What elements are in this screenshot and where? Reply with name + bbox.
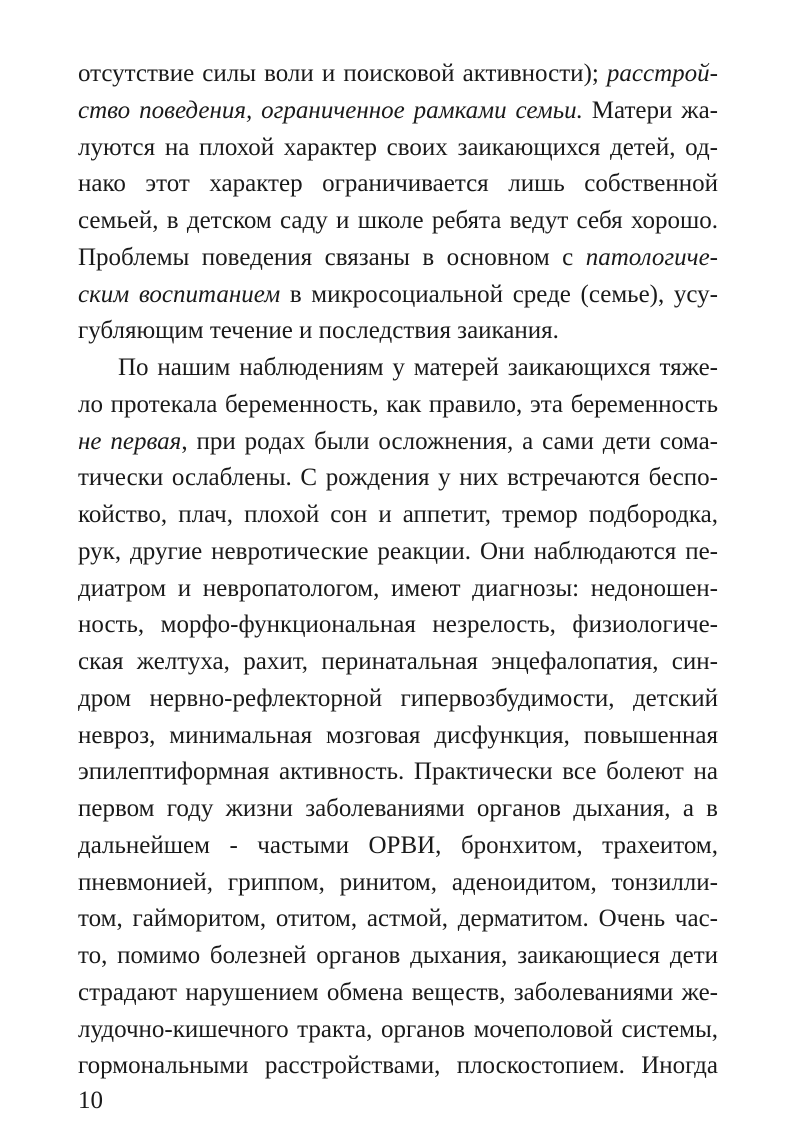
text-segment: отсутствие силы воли и поисковой активности);: [78, 60, 607, 87]
text-line: [78, 497, 718, 534]
text-line: [78, 1012, 718, 1049]
text-segment: страдают нарушением обмена веществ, заболеваниями же-: [78, 978, 718, 1006]
text-line: [78, 901, 718, 938]
text-line: [78, 166, 718, 203]
text-line: [78, 938, 718, 975]
text-segment: тически ослаблены. С рождения у них встречаются беспо-: [78, 464, 718, 492]
text-line: [78, 1048, 718, 1085]
text-line: [78, 644, 718, 681]
text-segment: койство, плач, плохой сон и аппетит, тремор подбородка,: [78, 501, 718, 528]
text-line: [78, 130, 718, 167]
text-segment: нако этот характер ограничивается лишь собственной: [78, 170, 718, 198]
text-line: [78, 203, 718, 240]
text-line: [78, 791, 718, 828]
text-segment: ность, морфо-функциональная незрелость, физиологиче-: [78, 611, 718, 639]
text-segment: ская желтуха, рахит, перинатальная энцефалопатия, син-: [78, 648, 718, 675]
text-line: [78, 313, 718, 350]
text-segment: гормональными расстройствами, плоскостопием. Иногда: [78, 1052, 718, 1080]
italic-text: ство поведения, ограниченное рамками семьи.: [78, 96, 583, 124]
text-segment: то, помимо болезней органов дыхания, заикающиеся дети: [78, 942, 718, 969]
italic-text: патологиче-: [585, 243, 718, 271]
text-line: [78, 718, 718, 755]
text-segment: По нашим наблюдениям у матерей заикающихся тяже-: [118, 354, 718, 381]
text-line: [78, 754, 718, 791]
text-segment: , при родах были осложнения, а сами дети сома-: [181, 427, 718, 455]
text-segment: пневмонией, гриппом, ринитом, аденоидитом, тонзилли-: [78, 868, 718, 896]
italic-text: ским воспитанием: [78, 280, 281, 308]
text-line: [78, 865, 718, 902]
text-segment: ло протекала беременность, как правило, эта беременность: [78, 390, 718, 418]
text-line: [78, 387, 718, 424]
text-segment: в микросоциальной среде (семье), усу-: [280, 280, 718, 308]
text-line: [78, 460, 718, 497]
text-segment: эпилептиформная активность. Практически все болеют на: [78, 758, 718, 786]
text-segment: лудочно-кишечного тракта, органов мочеполовой системы,: [78, 1015, 718, 1043]
text-segment: рук, другие невротические реакции. Они наблюдаются пе-: [78, 537, 718, 565]
text-segment: невроз, минимальная мозговая дисфункция, повышенная: [78, 721, 718, 749]
text-segment: дром нервно-рефлекторной гипервозбудимости, детский: [78, 684, 718, 712]
text-line: [78, 350, 718, 387]
body-text: [78, 56, 718, 1085]
text-segment: губляющим течение и последствия заикания.: [78, 317, 559, 345]
text-line: [78, 93, 718, 130]
text-segment: том, гайморитом, отитом, астмой, дерматитом. Очень час-: [78, 905, 718, 933]
text-line: [78, 277, 718, 314]
text-segment: дальнейшем - частыми ОРВИ, бронхитом, трахеитом,: [78, 831, 718, 859]
text-segment: первом году жизни заболеваниями органов дыхания, а в: [78, 795, 718, 822]
text-line: [78, 571, 718, 608]
text-segment: луются на плохой характер своих заикающихся детей, од-: [78, 133, 718, 161]
text-line: [78, 534, 718, 571]
text-segment: семьей, в детском саду и школе ребята ведут себя хорошо.: [78, 207, 718, 234]
text-segment: диатром и невропатологом, имеют диагнозы: недоношен-: [78, 574, 718, 602]
italic-text: не первая: [78, 427, 182, 455]
text-segment: Матери жа-: [582, 96, 719, 124]
text-segment: Проблемы поведения связаны в основном с: [78, 243, 586, 271]
page-number: 10: [78, 1087, 103, 1114]
text-line: [78, 240, 718, 277]
italic-text: расстрой-: [606, 60, 718, 87]
text-line: [78, 975, 718, 1012]
text-line: [78, 607, 718, 644]
text-line: [78, 681, 718, 718]
text-line: [78, 56, 718, 93]
text-line: [78, 828, 718, 865]
text-line: [78, 424, 718, 461]
